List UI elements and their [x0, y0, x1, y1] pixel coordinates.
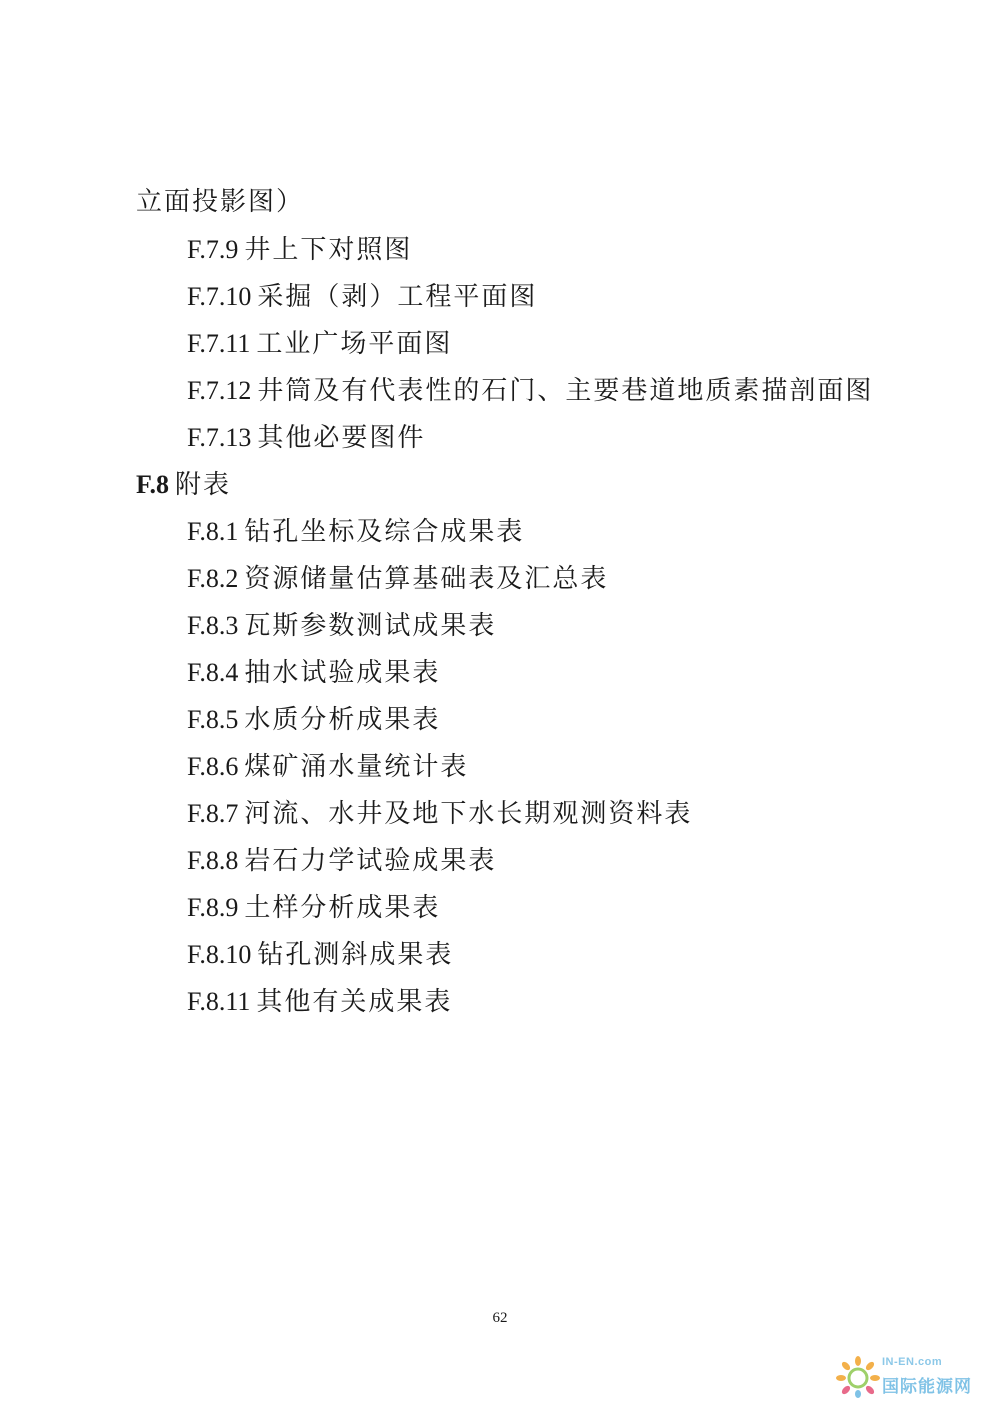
watermark-name: 国际能源网 — [882, 1377, 972, 1397]
list-item-f8-1 — [187, 516, 524, 548]
list-item-f7-12 — [187, 375, 873, 407]
item-text: 钻孔测斜成果表 — [257, 940, 454, 970]
item-number: F.8.8 — [187, 846, 239, 875]
section-heading-f8 — [136, 469, 231, 501]
item-number: F.8.10 — [187, 940, 252, 969]
item-number: F.8.3 — [187, 611, 239, 640]
list-item-f8-3 — [187, 610, 496, 642]
item-text: 河流、水井及地下水长期观测资料表 — [244, 799, 693, 829]
item-text: 水质分析成果表 — [244, 705, 441, 735]
watermark-site: IN-EN.com — [882, 1356, 943, 1368]
item-text: 其他有关成果表 — [256, 987, 453, 1017]
list-item-f7-9 — [187, 234, 412, 266]
item-number: F.8.1 — [187, 517, 239, 546]
list-item-f8-6 — [187, 751, 468, 783]
item-text: 工业广场平面图 — [256, 329, 453, 359]
item-text: 资源储量估算基础表及汇总表 — [244, 564, 609, 594]
item-text: 抽水试验成果表 — [244, 658, 441, 688]
item-text: 井上下对照图 — [244, 235, 413, 265]
list-item-f7-13 — [187, 422, 425, 454]
item-text: 采掘（剥）工程平面图 — [257, 282, 538, 312]
list-item-f8-11 — [187, 986, 452, 1018]
item-number: F.8.5 — [187, 705, 239, 734]
item-number: F.8.6 — [187, 752, 239, 781]
item-number: F.8.11 — [187, 987, 251, 1016]
item-number: F.8.4 — [187, 658, 239, 687]
list-item-f7-11 — [187, 328, 452, 360]
sun-logo-icon — [836, 1354, 880, 1398]
page-number: 62 — [492, 1310, 508, 1326]
list-item-f8-8 — [187, 845, 496, 877]
item-text: 土样分析成果表 — [244, 893, 441, 923]
list-item-f8-5 — [187, 704, 440, 736]
continuation-text: 立面投影图） — [136, 187, 305, 217]
section-number: F.8 — [136, 470, 169, 499]
list-item-f8-2 — [187, 563, 608, 595]
item-number: F.7.13 — [187, 423, 252, 452]
item-number: F.7.10 — [187, 282, 252, 311]
watermark — [836, 1346, 986, 1406]
list-item-f8-7 — [187, 798, 692, 830]
list-item-f8-10 — [187, 939, 453, 971]
item-text: 煤矿涌水量统计表 — [244, 752, 469, 782]
item-text: 钻孔坐标及综合成果表 — [244, 517, 525, 547]
item-text: 井筒及有代表性的石门、主要巷道地质素描剖面图 — [257, 376, 874, 406]
item-number: F.7.11 — [187, 329, 251, 358]
list-item-f8-9 — [187, 892, 440, 924]
section-title: 附表 — [175, 470, 232, 500]
item-text: 其他必要图件 — [257, 423, 426, 453]
list-item-f8-4 — [187, 657, 440, 689]
list-item-f7-10 — [187, 281, 537, 313]
item-text: 岩石力学试验成果表 — [244, 846, 497, 876]
item-number: F.8.2 — [187, 564, 239, 593]
item-number: F.8.9 — [187, 893, 239, 922]
item-number: F.8.7 — [187, 799, 239, 828]
item-number: F.7.9 — [187, 235, 239, 264]
item-number: F.7.12 — [187, 376, 252, 405]
item-text: 瓦斯参数测试成果表 — [244, 611, 497, 641]
